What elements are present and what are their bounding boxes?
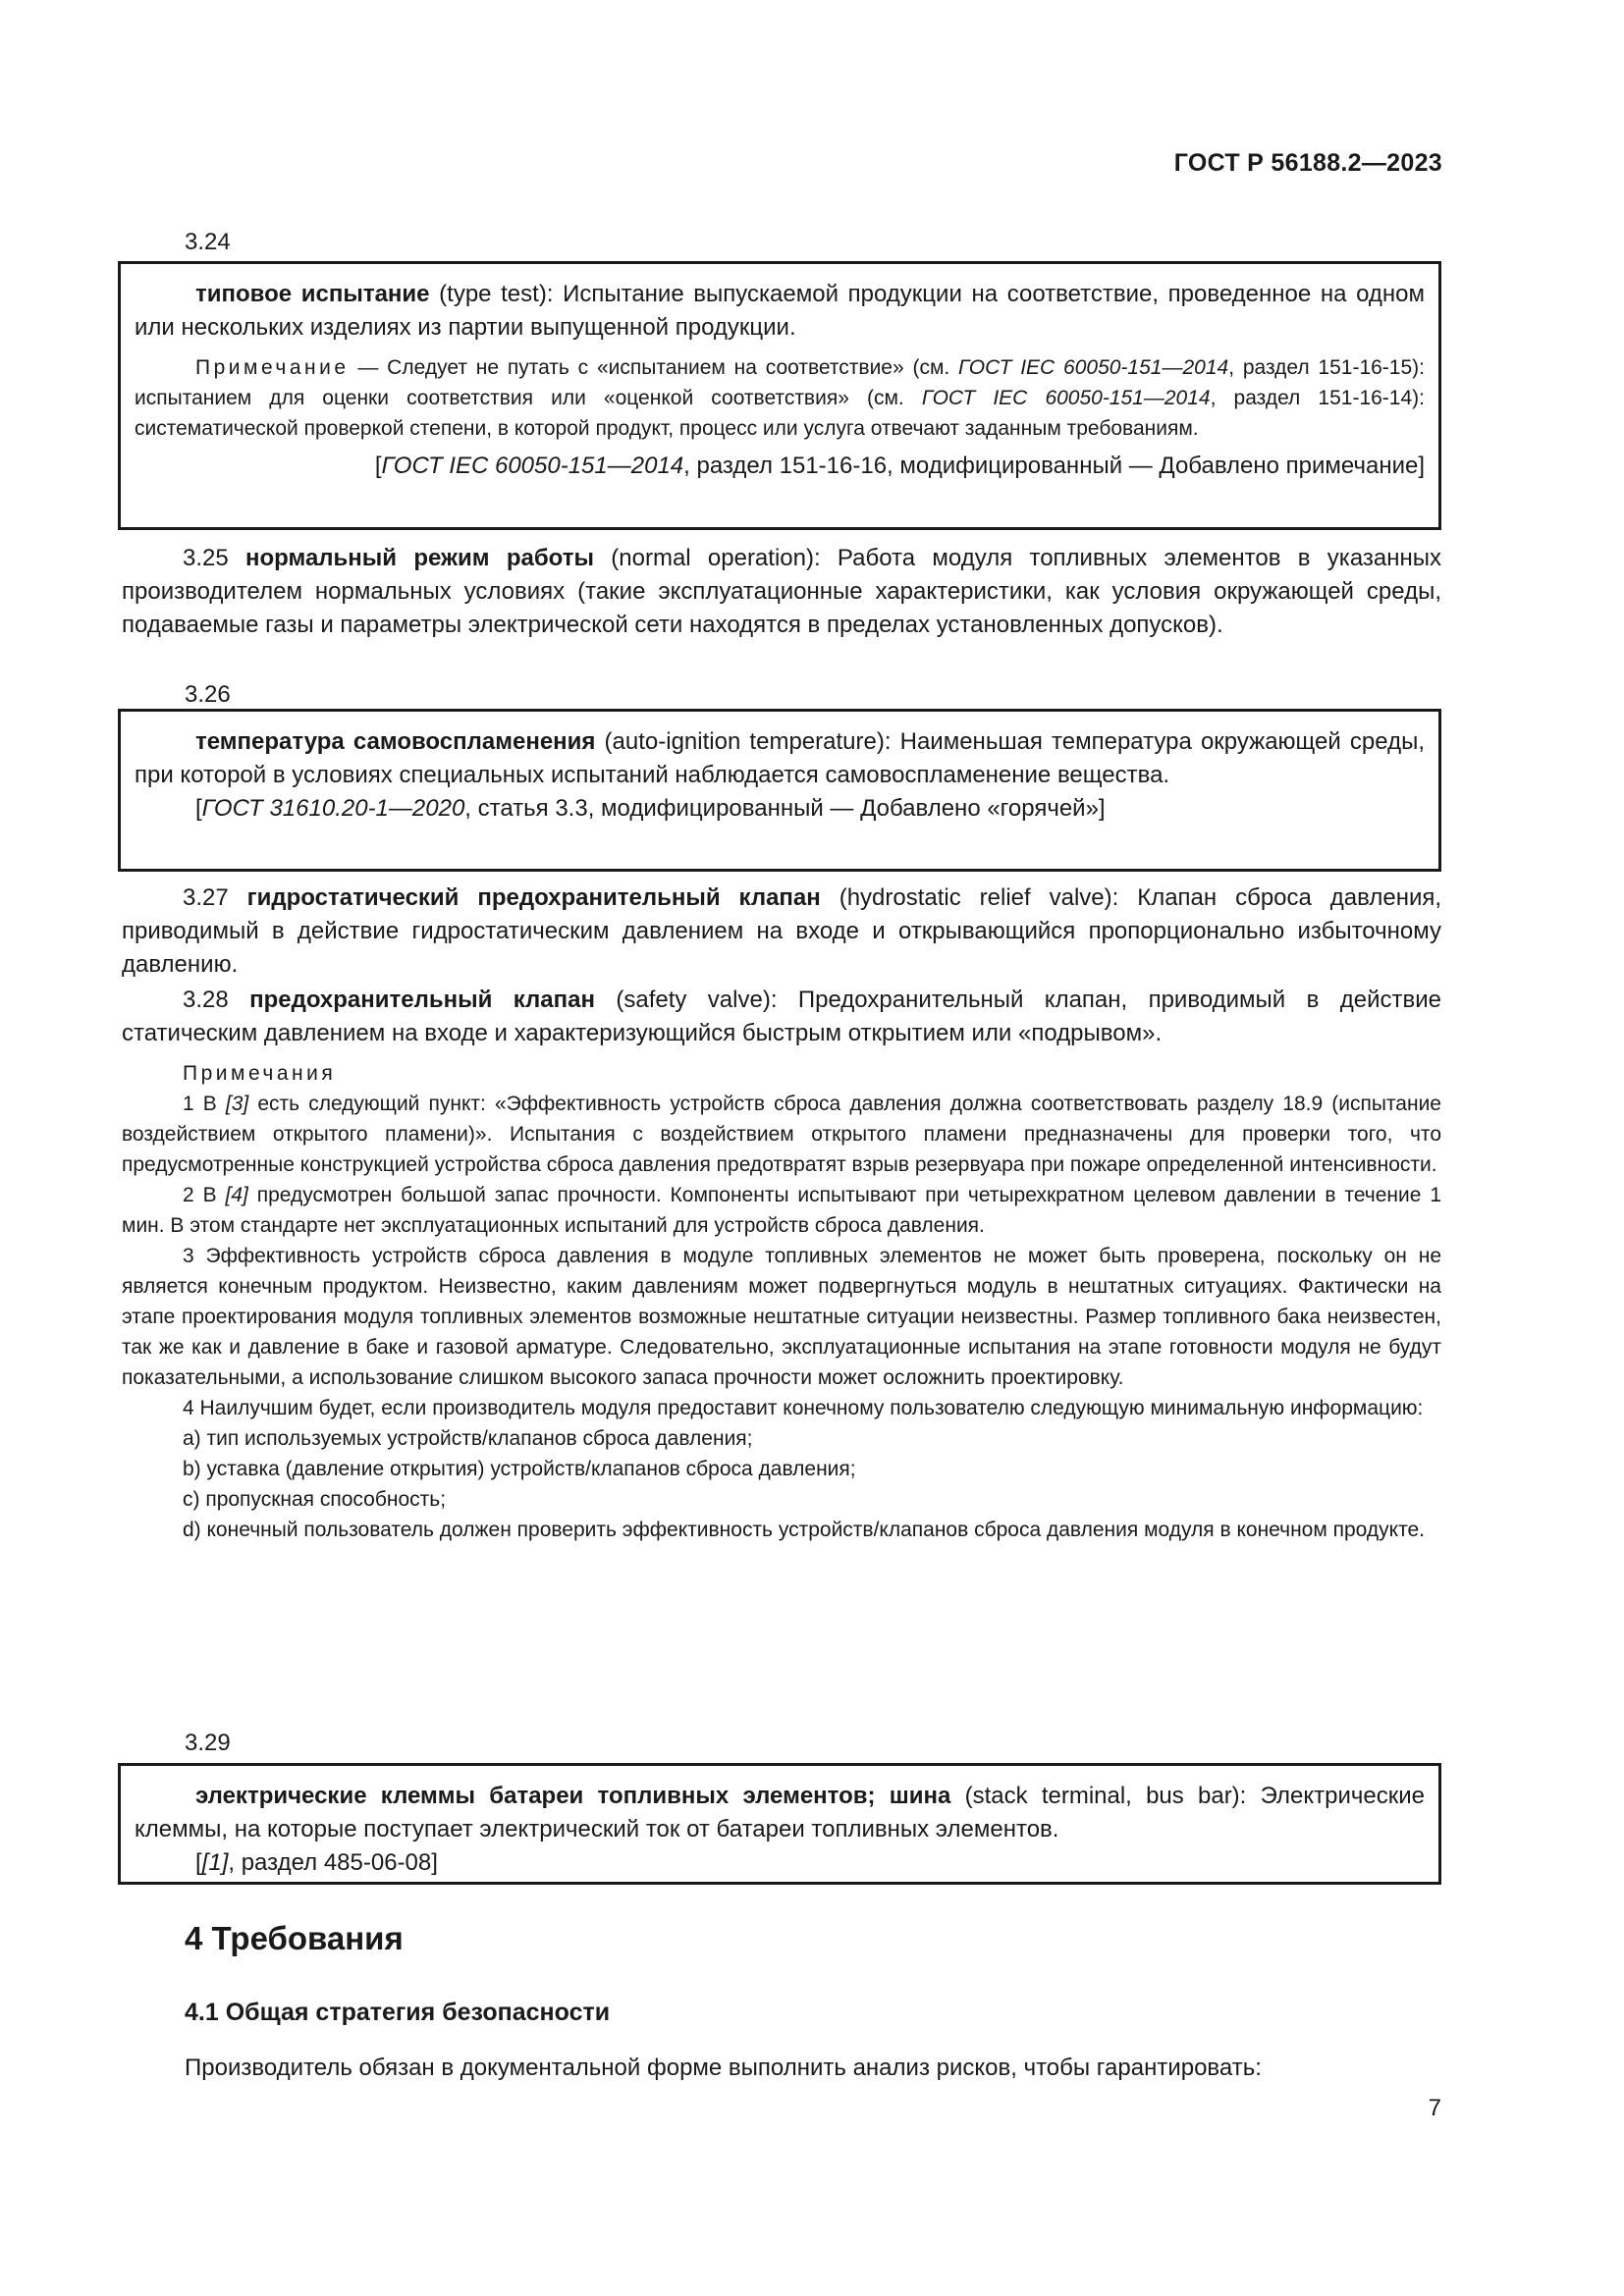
- reference: [4]: [225, 1184, 248, 1206]
- clause-number: 3.27: [183, 884, 229, 911]
- definition-box-3-26: [118, 709, 1441, 872]
- term: предохранительный клапан: [249, 987, 595, 1013]
- clause-number: 3.25: [183, 545, 229, 571]
- term: нормальный режим работы: [245, 545, 594, 571]
- clause-number-3-26: 3.26: [185, 681, 231, 708]
- reference: ГОСТ IEC 60050-151—2014: [921, 387, 1211, 409]
- section-heading-4-1: 4.1 Общая стратегия безопасности: [185, 1999, 611, 2026]
- clause-3-25: [122, 542, 1441, 642]
- definition-source: [[1], раздел 485-06-08]: [195, 1849, 438, 1876]
- note-1: 1 В [3] есть следующий пункт: «Эффективность устройств сброса давления должна соответствовать разделу 18.9 (испытание воздействием открытого пламени)». Испытания с воздействием открытого пламени предназначены для проверки того, что предусмотренные конструкцией устройства сброса давления предотвратят взрыв резервуара при пожаре определенной интенсивности.: [122, 1093, 1441, 1176]
- clause-3-27-3-28: [122, 881, 1441, 1545]
- section-heading-4: 4 Требования: [185, 1920, 404, 1956]
- list-item: d) конечный пользователь должен проверить эффективность устройств/клапанов сброса давления модуля в конечном продукте.: [183, 1519, 1425, 1541]
- definition-box-3-24: [118, 261, 1441, 530]
- clause-number-3-24: 3.24: [185, 229, 231, 255]
- definition-text-3-28: 3.28 предохранительный клапан (safety valve): Предохранительный клапан, приводимый в действие статическим давлением на входе и характеризующийся быстрым открытием или «подрывом».: [122, 987, 1441, 1046]
- page-number: 7: [1428, 2095, 1441, 2121]
- list-item: a) тип используемых устройств/клапанов сброса давления;: [183, 1427, 753, 1450]
- definition-note: Примечание — Следует не путать с «испытанием на соответствие» (см. ГОСТ IEC 60050-151—2014, раздел 151-16-15): испытанием для оценки соответствия или «оценкой соответствия» (см. ГОСТ IEC 60050-151—2014, раздел 151-16-14): систематической проверкой степени, в которой продукт, процесс или услуга отвечают заданным требованиям.: [135, 356, 1425, 440]
- reference: [3]: [225, 1093, 249, 1115]
- clause-number: 3.28: [183, 987, 229, 1013]
- note-2: 2 В [4] предусмотрен большой запас прочности. Компоненты испытывают при четырехкратном целевом давлении в течение 1 мин. В этом стандарте нет эксплуатационных испытаний для устройств сброса давления.: [122, 1184, 1442, 1237]
- term: типовое испытание: [195, 281, 430, 307]
- list-item: b) уставка (давление открытия) устройств/клапанов сброса давления;: [183, 1458, 856, 1480]
- notes-label: Примечания: [183, 1062, 337, 1085]
- clause-number-3-29: 3.29: [185, 1730, 231, 1756]
- note-4: 4 Наилучшим будет, если производитель модуля предоставит конечному пользователю следующую минимальную информацию:: [183, 1397, 1424, 1419]
- term: температура самовоспламенения: [195, 728, 596, 755]
- definition-text: 3.25 нормальный режим работы (normal operation): Работа модуля топливных элементов в указанных производителем нормальных условиях (такие эксплуатационные характеристики, как условия окружающей среды, подаваемые газы и параметры электрической сети находятся в пределах установленных допусков).: [122, 545, 1442, 638]
- definition-text: электрические клеммы батареи топливных элементов; шина (stack terminal, bus bar): Электрические клеммы, на которые поступает электрический ток от батареи топливных элементов.: [135, 1783, 1425, 1842]
- note-3: 3 Эффективность устройств сброса давления в модуле топливных элементов не может быть проверена, поскольку он не является конечным продуктом. Неизвестно, каким давлениям может подвергнуться модуль в нештатных ситуациях. Фактически на этапе проектирования модуля топливных элементов возможные нештатные ситуации неизвестны. Размер топливного бака неизвестен, так же как и давление в баке и газовой арматуре. Следовательно, эксплуатационные испытания на этапе готовности модуля не будут показательными, а использование слишком высокого запаса прочности может осложнить проектировку.: [122, 1245, 1441, 1389]
- reference: ГОСТ IEC 60050-151—2014: [958, 356, 1229, 379]
- term: гидростатический предохранительный клапан: [246, 884, 821, 911]
- definition-text: температура самовоспламенения (auto-ignition temperature): Наименьшая температура окружающей среды, при которой в условиях специальных испытаний наблюдается самовоспламенение вещества.: [135, 728, 1426, 788]
- list-item: c) пропускная способность;: [183, 1488, 447, 1511]
- term: электрические клеммы батареи топливных элементов; шина: [195, 1783, 951, 1809]
- definition-source: [ГОСТ 31610.20-1—2020, статья 3.3, модифицированный — Добавлено «горячей»]: [195, 795, 1106, 822]
- note-label: Примечание: [195, 356, 350, 379]
- definition-text: типовое испытание (type test): Испытание выпускаемой продукции на соответствие, проведенное на одном или нескольких изделиях из партии выпущенной продукции.: [135, 281, 1425, 341]
- paragraph: Производитель обязан в документальной форме выполнить анализ рисков, чтобы гарантировать:: [185, 2055, 1262, 2081]
- document-code: ГОСТ Р 56188.2—2023: [1173, 149, 1442, 177]
- definition-text-3-27: 3.27 гидростатический предохранительный клапан (hydrostatic relief valve): Клапан сброса давления, приводимый в действие гидростатическим давлением на входе и открывающийся пропорционально избыточному давлению.: [122, 884, 1442, 978]
- definition-source: [ГОСТ IEC 60050-151—2014, раздел 151-16-16, модифицированный — Добавлено примечание]: [374, 453, 1425, 479]
- definition-box-3-29: [118, 1763, 1441, 1885]
